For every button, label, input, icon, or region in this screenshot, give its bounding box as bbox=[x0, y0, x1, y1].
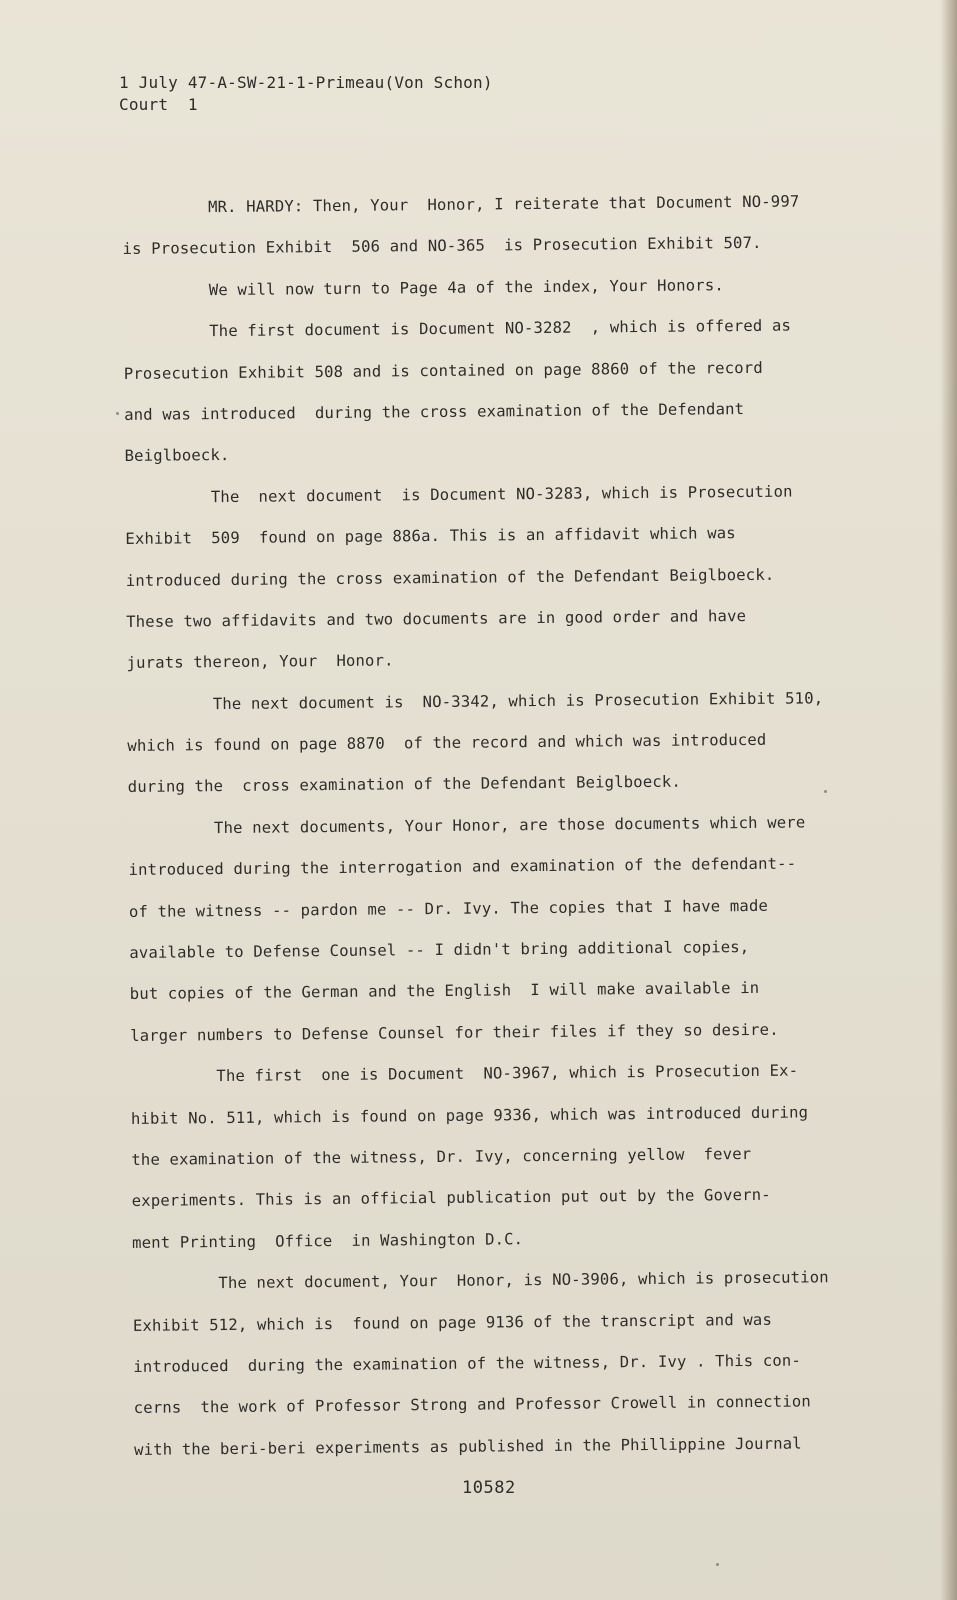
transcript-line: hibit No. 511, which is found on page 9336, which was introduced during bbox=[130, 1103, 809, 1128]
transcript-line: is Prosecution Exhibit 506 and NO-365 is Prosecution Exhibit 507. bbox=[122, 234, 762, 259]
transcript-line: of the witness -- pardon me -- Dr. Ivy. The copies that I have made bbox=[128, 896, 769, 921]
paper-speck bbox=[824, 790, 827, 793]
transcript-line: during the cross examination of the Defendant Beiglboeck. bbox=[127, 773, 682, 797]
transcript-line: These two affidavits and two documents are in good order and have bbox=[126, 606, 747, 631]
transcript-line: MR. HARDY: Then, Your Honor, I reiterate that Document NO-997 bbox=[122, 192, 800, 217]
page-number: 10582 bbox=[462, 1478, 516, 1498]
transcript-line: Exhibit 509 found on page 886a. This is an affidavit which was bbox=[125, 524, 736, 549]
transcript-line: introduced during the examination of the witness, Dr. Ivy . This con- bbox=[133, 1351, 802, 1376]
transcript-line: jurats thereon, Your Honor. bbox=[126, 651, 394, 673]
transcript-line: which is found on page 8870 of the record and which was introduced bbox=[127, 730, 767, 756]
transcript-line: The next documents, Your Honor, are those documents which were bbox=[128, 813, 806, 838]
transcript-line: cerns the work of Professor Strong and Professor Crowell in connection bbox=[133, 1392, 811, 1418]
transcript-line: larger numbers to Defense Counsel for their files if they so desire. bbox=[130, 1020, 779, 1045]
transcript-line: Exhibit 512, which is found on page 9136 of the transcript and was bbox=[132, 1310, 773, 1335]
transcript-line: The first document is Document NO-3282 , which is offered as bbox=[123, 316, 792, 342]
transcript-line: The next document is NO-3342, which is Prosecution Exhibit 510, bbox=[126, 688, 824, 714]
document-header bbox=[119, 72, 493, 116]
transcript-line: available to Defense Counsel -- I didn't bring additional copies, bbox=[129, 938, 750, 962]
transcript-line: We will now turn to Page 4a of the index, Your Honors. bbox=[122, 276, 724, 300]
transcript-line: with the beri-beri experiments as published in the Phillippine Journal bbox=[134, 1434, 802, 1459]
transcript-line: but copies of the German and the English I will make available in bbox=[129, 979, 760, 1004]
header-court-line: Court 1 bbox=[119, 95, 198, 114]
transcript-line: Prosecution Exhibit 508 and is contained on page 8860 of the record bbox=[123, 358, 763, 383]
transcript-line: The next document is Document NO-3283, which is Prosecution bbox=[124, 482, 793, 507]
transcript-line: experiments. This is an official publication put out by the Govern- bbox=[131, 1186, 771, 1211]
transcript-line: Beiglboeck. bbox=[124, 446, 230, 466]
transcript-line: introduced during the interrogation and examination of the defendant-- bbox=[128, 854, 797, 880]
header-reference-line: 1 July 47-A-SW-21-1-Primeau(Von Schon) bbox=[119, 73, 493, 92]
paper-speck bbox=[116, 412, 119, 415]
transcript-line: ment Printing Office in Washington D.C. bbox=[132, 1229, 524, 1252]
transcript-line: and was introduced during the cross examination of the Defendant bbox=[124, 399, 745, 424]
paper-speck bbox=[716, 1563, 719, 1566]
transcript-line: The first one is Document NO-3967, which is Prosecution Ex- bbox=[130, 1061, 799, 1087]
transcript-line: The next document, Your Honor, is NO-3906, which is prosecution bbox=[132, 1268, 829, 1294]
transcript-line: introduced during the cross examination of the Defendant Beiglboeck. bbox=[125, 565, 775, 590]
transcript-body bbox=[122, 181, 874, 1471]
transcript-line: the examination of the witness, Dr. Ivy, concerning yellow fever bbox=[131, 1144, 752, 1169]
